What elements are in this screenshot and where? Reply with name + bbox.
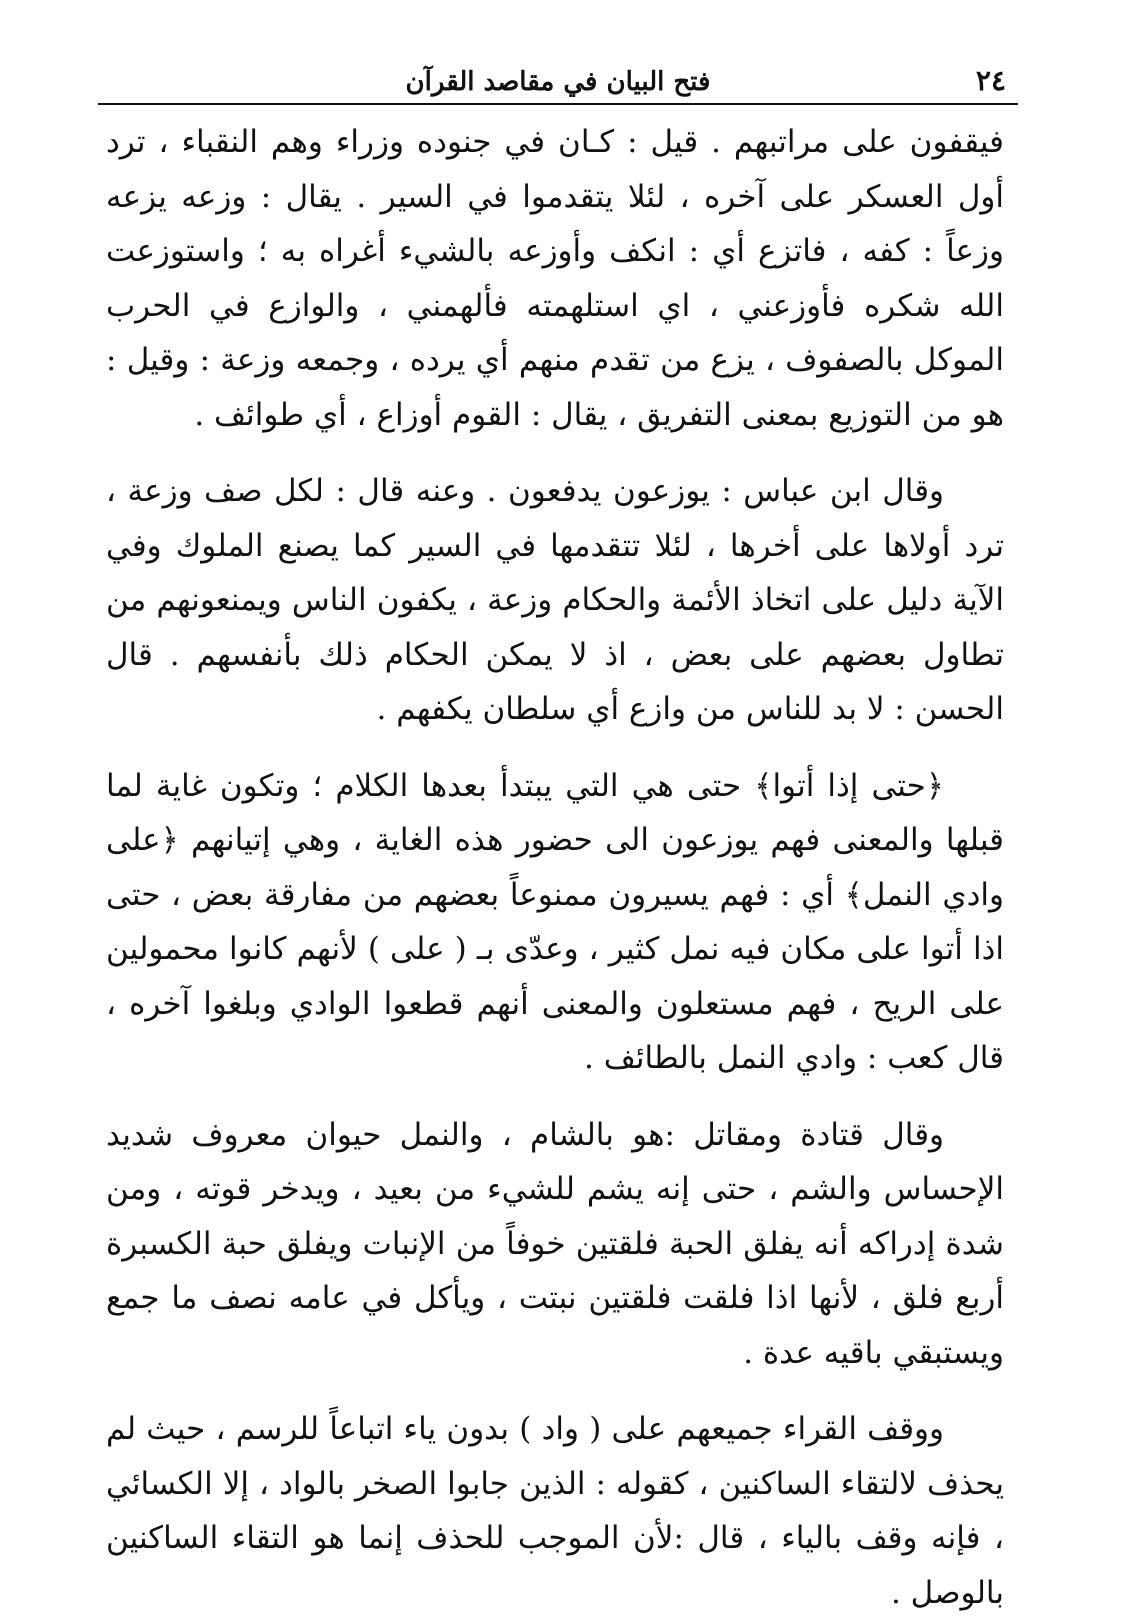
book-title: فتح البيان في مقاصد القرآن (405, 67, 711, 97)
page-body (98, 115, 1018, 1620)
paragraph-2: وقال ابن عباس : يوزعون يدفعون . وعنه قال : لكل صف وزعة ، ترد أولاها على أخرها ، لئلا تتقدمها في السير كما يصنع الملوك وفي الآية دليل على اتخاذ الأئمة والحكام وزعة ، يكفون الناس ويمنعونهم من تطاول بعضهم على بعض ، اذ لا يمكن الحكام ذلك بأنفسهم . قال الحسن : لا بد للناس من وازع أي سلطان يكفهم . (106, 473, 1004, 727)
paragraph-5: ووقف القراء جميعهم على ( واد ) بدون ياء اتباعاً للرسم ، حيث لم يحذف لالتقاء الساكنين ، كقوله : الذين جابوا الصخر بالواد ، إلا الكسائي ، فإنه وقف بالياء ، قال :لأن الموجب للحذف إنما هو التقاء الساكنين بالوصل . (106, 1411, 1004, 1611)
page-number: ٢٤ (975, 64, 1006, 97)
running-header (98, 55, 1018, 105)
book-page (98, 55, 1018, 1611)
paragraph-1: فيقفون على مراتبهم . قيل : كـان في جنوده وزراء وهم النقباء ، ترد أول العسكر على آخره ، لئلا يتقدموا في السير . يقال : وزعه يزعه وزعاً : كفه ، فاتزع أي : انكف وأوزعه بالشيء أغراه به ؛ واستوزعت الله شكره فأوزعني ، اي استلهمته فألهمني ، والوازع في الحرب الموكل بالصفوف ، يزع من تقدم منهم أي يرده ، وجمعه وزعة : وقيل : هو من التوزيع بمعنى التفريق ، يقال : القوم أوزاع ، أي طوائف . (106, 124, 1004, 433)
paragraph-3: ﴿حتى إذا أتوا﴾ حتى هي التي يبتدأ بعدها الكلام ؛ وتكون غاية لما قبلها والمعنى فهم يوزعون الى حضور هذه الغاية ، وهي إتيانهم ﴿على وادي النمل﴾ أي : فهم يسيرون ممنوعاً بعضهم من مفارقة بعض ، حتى اذا أتوا على مكان فيه نمل كثير ، وعدّى بـ ( على ) لأنهم كانوا محمولين على الريح ، فهم مستعلون والمعنى أنهم قطعوا الوادي وبلغوا آخره ، قال كعب : وادي النمل بالطائف . (106, 767, 1004, 1076)
paragraph-4: وقال قتادة ومقاتل :هو بالشام ، والنمل حيوان معروف شديد الإحساس والشم ، حتى إنه يشم للشيء من بعيد ، ويدخر قوته ، ومن شدة إدراكه أنه يفلق الحبة فلقتين خوفاً من الإنبات ويفلق حبة الكسبرة أربع فلق ، لأنها اذا فلقت فلقتين نبتت ، ويأكل في عامه نصف ما جمع ويستبقي باقيه عدة . (106, 1116, 1004, 1371)
